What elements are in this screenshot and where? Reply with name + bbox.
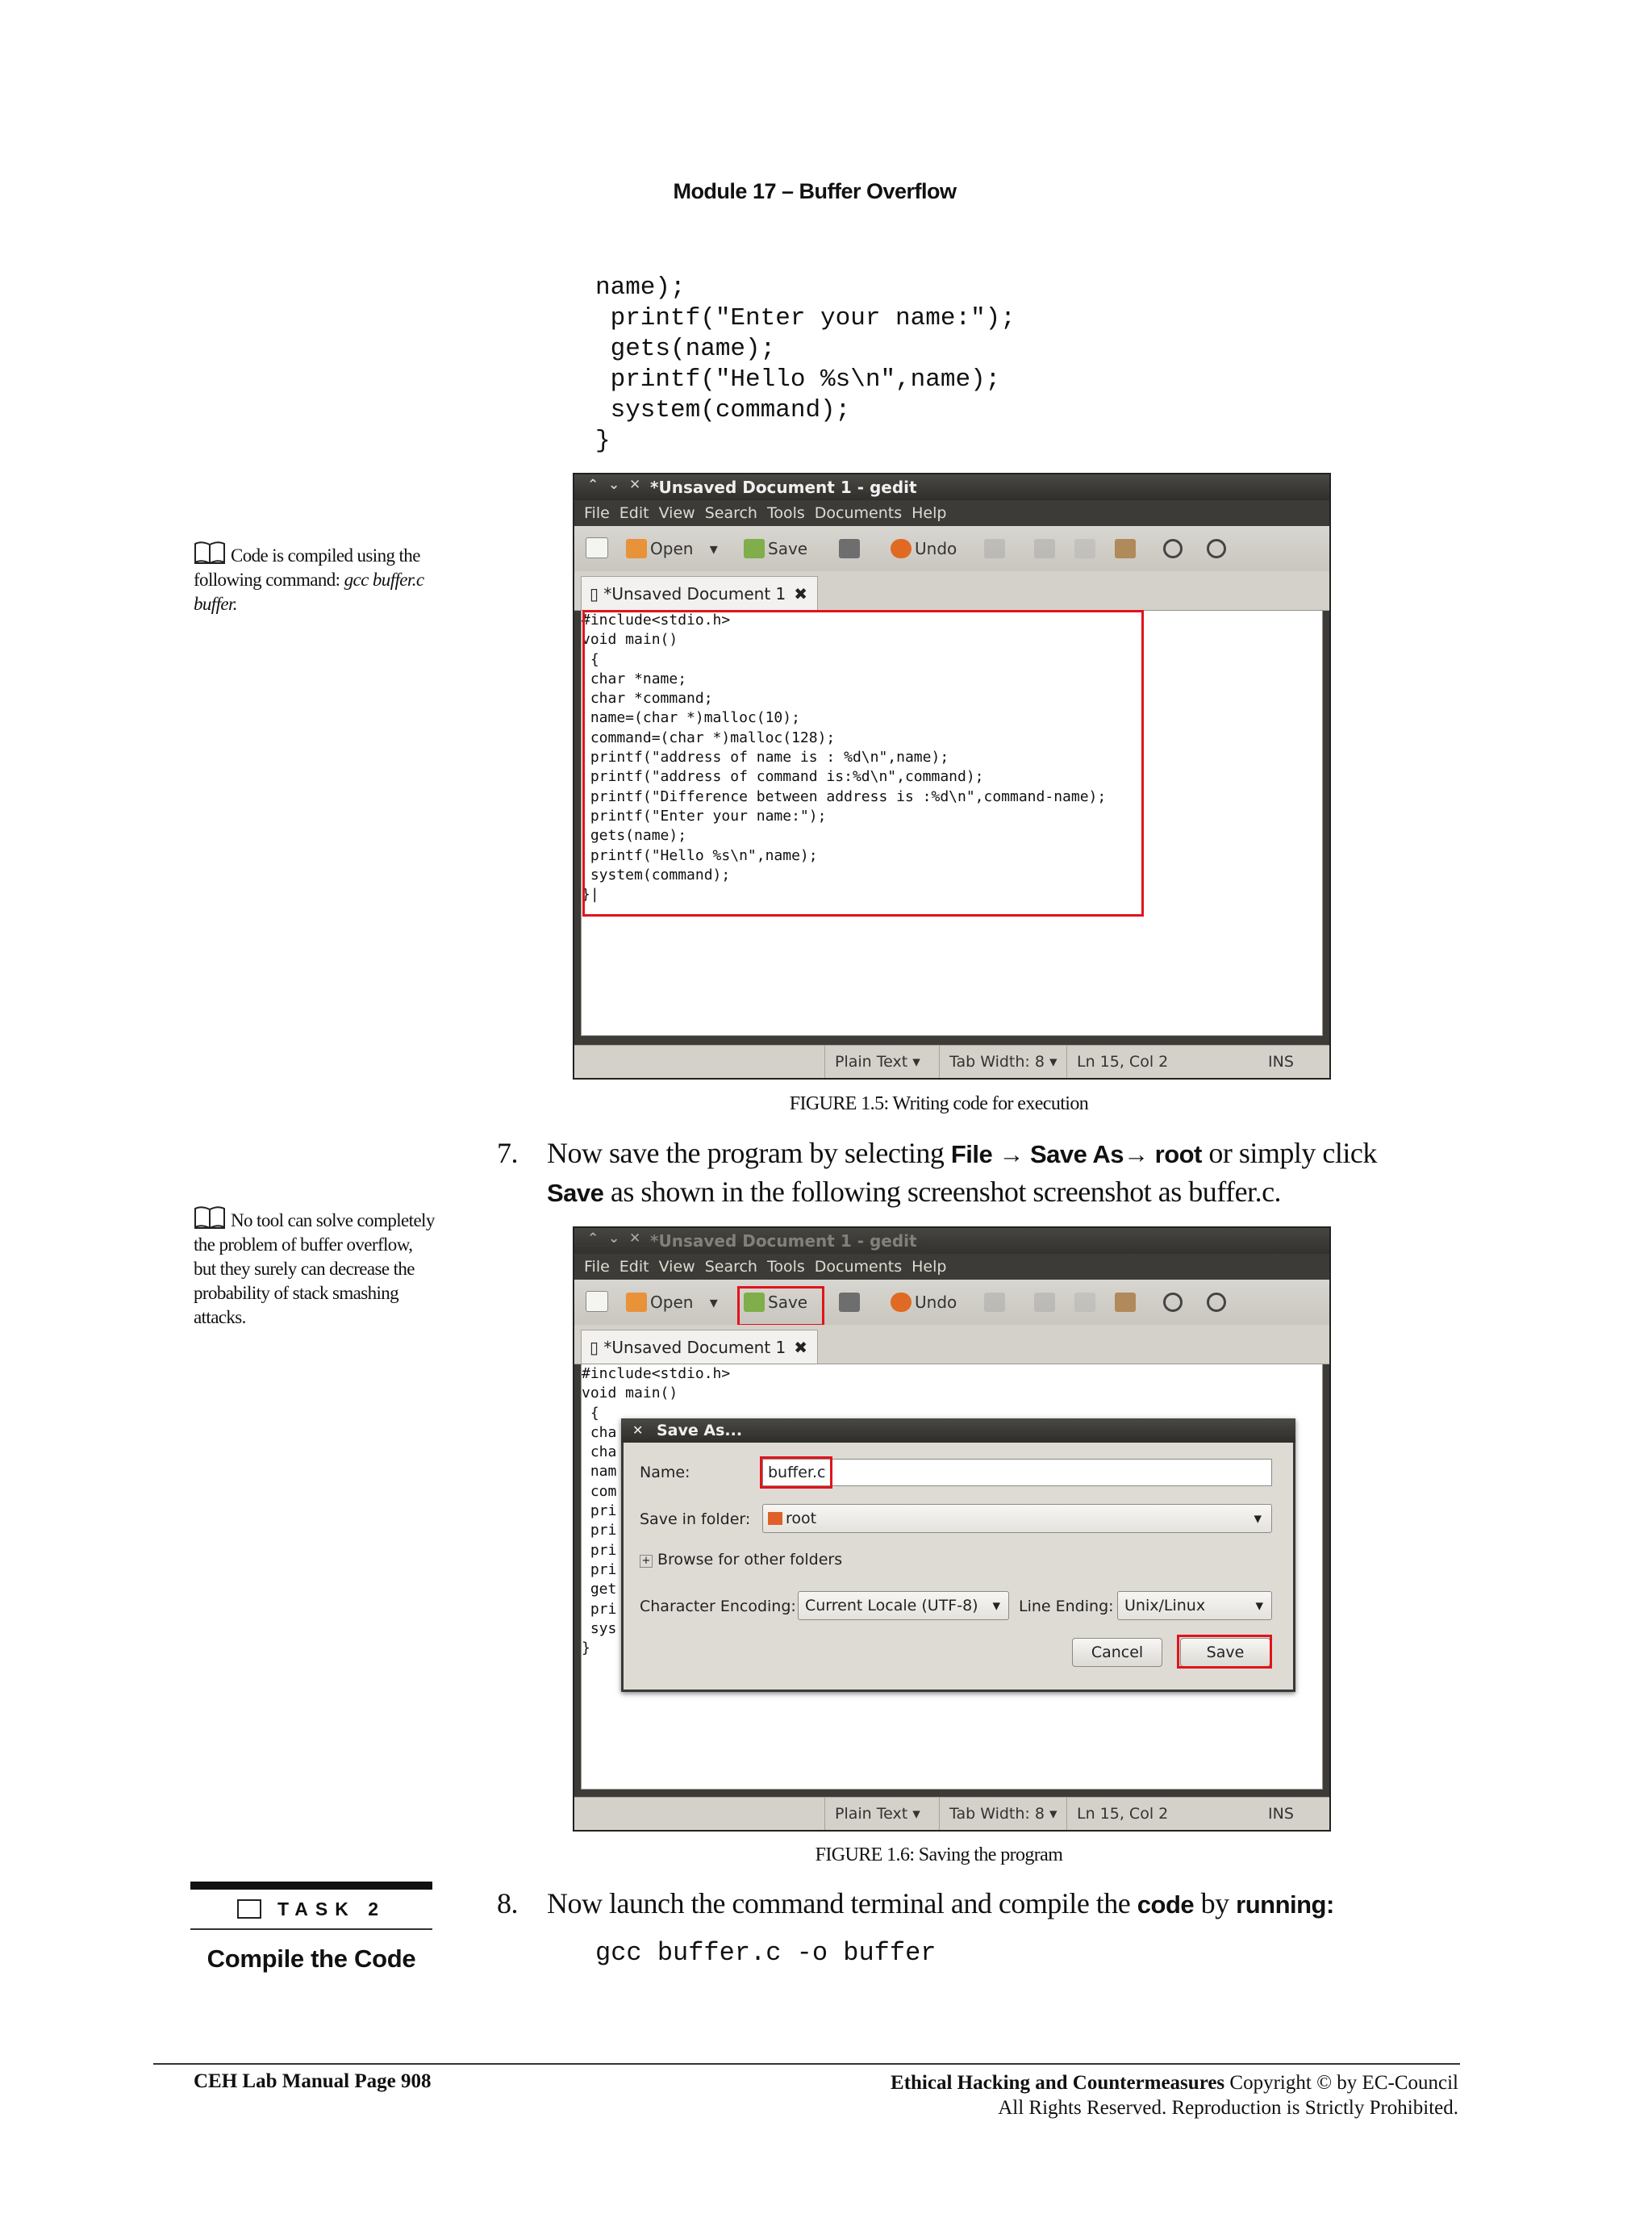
highlight-save-dialog-button — [1177, 1635, 1272, 1669]
search-button[interactable] — [1163, 1289, 1186, 1315]
tab-width-label: Tab Width: 8 — [949, 1053, 1045, 1071]
insert-mode: INS — [1268, 1053, 1294, 1071]
folder-icon — [626, 1293, 647, 1312]
sidenote-compile-command: gcc buffer.c buffer. — [194, 570, 424, 614]
save-icon — [744, 539, 765, 558]
undo-icon — [891, 539, 912, 558]
close-icon[interactable]: ✕ — [629, 1230, 641, 1247]
encoding-select-value: Current Locale (UTF-8) — [805, 1597, 978, 1614]
cursor-position: Ln 15, Col 2 — [1066, 1798, 1178, 1830]
tab-width-label: Tab Width: 8 — [949, 1805, 1045, 1823]
name-field[interactable] — [762, 1459, 1272, 1486]
highlight-save-button — [737, 1286, 824, 1326]
save-button[interactable] — [744, 536, 807, 562]
open-label: Open — [650, 539, 694, 558]
dropdown-arrow-icon[interactable]: ▾ — [709, 539, 718, 558]
copy-icon — [1074, 1293, 1095, 1312]
window-titlebar — [574, 1228, 1329, 1254]
menu-bar — [574, 500, 1329, 526]
sidenote-compile-text: Code is compiled using the following command: — [194, 545, 420, 590]
figure-caption-1 — [0, 1093, 1652, 1115]
save-label: Save — [768, 539, 808, 558]
menu-view[interactable]: View — [658, 504, 695, 522]
replace-button[interactable] — [1207, 536, 1229, 562]
book-icon — [194, 1205, 226, 1230]
search-icon — [1163, 539, 1183, 558]
cut-icon — [1034, 539, 1055, 558]
paste-icon — [1115, 539, 1136, 558]
encoding-select[interactable] — [798, 1591, 1009, 1620]
tab-close-icon[interactable]: ✖ — [794, 584, 808, 604]
cancel-button[interactable]: Cancel — [1072, 1638, 1162, 1667]
cut-button[interactable] — [1034, 536, 1058, 562]
chevron-down-icon: ▾ — [1254, 1510, 1262, 1527]
footer-right-title: Ethical Hacking and Countermeasures — [891, 2072, 1225, 2094]
insert-mode: INS — [1268, 1805, 1294, 1823]
gedit-screenshot-2 — [573, 1226, 1331, 1832]
open-button[interactable] — [626, 536, 718, 562]
tab-unsaved-document[interactable] — [581, 1330, 818, 1364]
replace-button[interactable] — [1207, 1289, 1229, 1315]
chevron-down-icon: ▾ — [992, 1597, 1000, 1614]
language-label: Plain Text — [835, 1053, 908, 1071]
step-7-part: Now save the program by selecting — [547, 1137, 951, 1169]
folder-select-value: root — [786, 1510, 817, 1527]
redo-button[interactable] — [984, 1289, 1008, 1315]
highlight-name-field — [760, 1456, 832, 1489]
search-icon — [1163, 1293, 1183, 1312]
paste-icon — [1115, 1293, 1136, 1312]
save-as-dialog — [621, 1418, 1295, 1692]
step-7-text — [547, 1134, 1475, 1212]
menu-file[interactable]: File — [584, 504, 610, 522]
step-7-file: File — [950, 1140, 993, 1168]
redo-icon — [984, 1293, 1005, 1312]
dialog-titlebar — [621, 1418, 1295, 1443]
folder-icon — [768, 1512, 782, 1525]
document-icon: ▯ — [590, 584, 604, 604]
undo-label: Undo — [915, 1293, 957, 1312]
toolbar — [574, 1280, 1329, 1325]
task-box — [190, 1882, 432, 1974]
window-title: *Unsaved Document 1 - gedit — [650, 1231, 917, 1251]
new-document-icon — [586, 1291, 608, 1312]
menu-edit[interactable]: Edit — [619, 1258, 649, 1276]
code-editor[interactable]: #include<stdio.h> void main() { cha cha nam com pri pri pri pri get pri sys } — [581, 1364, 1323, 1790]
step-8-running: running: — [1236, 1890, 1334, 1919]
toolbar — [574, 526, 1329, 571]
close-icon[interactable]: ✕ — [629, 477, 641, 493]
step-8-text — [547, 1885, 1475, 1924]
menu-tools[interactable]: Tools — [766, 1258, 805, 1276]
status-bar — [574, 1797, 1329, 1830]
step-8-code: code — [1137, 1890, 1195, 1919]
paste-button[interactable] — [1115, 1289, 1139, 1315]
compile-command: gcc buffer.c -o buffer — [595, 1938, 937, 1968]
browse-expander[interactable] — [640, 1551, 842, 1568]
task-label: TASK 2 — [277, 1898, 386, 1919]
cursor-position: Ln 15, Col 2 — [1066, 1046, 1178, 1078]
step-7-save-as: Save As — [1030, 1140, 1124, 1168]
menu-documents[interactable]: Documents — [814, 1258, 903, 1276]
tab-label: *Unsaved Document 1 — [603, 584, 786, 604]
status-bar — [574, 1045, 1329, 1078]
print-button[interactable] — [839, 536, 863, 562]
line-ending-select[interactable] — [1117, 1591, 1272, 1620]
tab-close-icon[interactable]: ✖ — [794, 1338, 808, 1357]
step-7-arrow: → — [992, 1140, 1030, 1168]
figure-caption-2 — [0, 1844, 1652, 1866]
open-button[interactable] — [626, 1289, 718, 1315]
task-title: Compile the Code — [206, 1944, 416, 1973]
figure-caption-1-text: FIGURE 1.5: Writing code for execution — [789, 1093, 1089, 1114]
tab-label: *Unsaved Document 1 — [603, 1338, 786, 1357]
step-7-part: as shown in the following screenshot screenshot as buffer.c. — [603, 1176, 1282, 1208]
new-button[interactable] — [586, 536, 611, 562]
expand-plus-icon: + — [640, 1555, 653, 1568]
module-header — [0, 179, 1652, 204]
dialog-close-icon[interactable]: ✕ — [632, 1422, 644, 1438]
book-icon — [194, 541, 226, 565]
tab-width-selector[interactable]: Tab Width: 8 ▾ — [939, 1798, 1067, 1830]
undo-button[interactable] — [891, 536, 957, 562]
menu-search[interactable]: Search — [704, 1258, 757, 1276]
menu-search[interactable]: Search — [704, 504, 757, 522]
step-8-part: by — [1194, 1887, 1237, 1919]
maximize-icon[interactable]: ⌄ — [608, 477, 620, 493]
language-selector[interactable]: Plain Text ▾ — [824, 1798, 930, 1830]
computer-icon — [237, 1899, 261, 1919]
step-8-part: Now launch the command terminal and compile the — [547, 1887, 1137, 1919]
cut-icon — [1034, 1293, 1055, 1312]
menu-tools[interactable]: Tools — [766, 504, 805, 522]
copy-icon — [1074, 539, 1095, 558]
step-7-arrow: → — [1124, 1140, 1155, 1168]
minimize-icon[interactable]: ⌃ — [587, 1230, 599, 1247]
save-dialog-button[interactable]: Save — [1180, 1638, 1270, 1667]
line-ending-label: Line Ending: — [1019, 1598, 1114, 1615]
step-7-save: Save — [547, 1179, 604, 1207]
line-ending-select-value: Unix/Linux — [1124, 1597, 1206, 1614]
document-icon: ▯ — [590, 1338, 604, 1357]
replace-icon — [1207, 539, 1226, 558]
footer-left: CEH Lab Manual Page 908 — [194, 2070, 432, 2092]
figure-caption-2-text: FIGURE 1.6: Saving the program — [815, 1844, 1063, 1865]
open-label: Open — [650, 1293, 694, 1312]
undo-button[interactable] — [891, 1289, 957, 1315]
folder-label: Save in folder: — [640, 1510, 751, 1528]
footer-right-rights: All Rights Reserved. Reproduction is Strictly Prohibited. — [998, 2097, 1458, 2119]
folder-icon — [626, 539, 647, 558]
undo-label: Undo — [915, 539, 957, 558]
language-label: Plain Text — [835, 1805, 908, 1823]
step-7-part: or simply click — [1201, 1137, 1377, 1169]
replace-icon — [1207, 1293, 1226, 1312]
sidenote-buffer-overflow — [194, 1205, 436, 1330]
tab-width-selector[interactable]: Tab Width: 8 ▾ — [939, 1046, 1067, 1078]
search-button[interactable] — [1163, 536, 1186, 562]
menu-help[interactable]: Help — [912, 1258, 947, 1276]
print-button[interactable] — [839, 1289, 863, 1315]
minimize-icon[interactable]: ⌃ — [587, 477, 599, 493]
copy-button[interactable] — [1074, 1289, 1099, 1315]
sidenote-compile — [194, 541, 436, 616]
language-selector[interactable]: Plain Text ▾ — [824, 1046, 930, 1078]
dialog-title: Save As... — [657, 1422, 743, 1439]
highlight-code-box — [582, 610, 1144, 917]
chevron-down-icon: ▾ — [1255, 1597, 1263, 1614]
menu-documents[interactable]: Documents — [814, 504, 903, 522]
window-titlebar — [574, 474, 1329, 500]
name-label: Name: — [640, 1464, 690, 1481]
step-7-number: 7. — [497, 1137, 518, 1169]
step-7-root: root — [1154, 1140, 1202, 1168]
redo-button[interactable] — [984, 536, 1008, 562]
print-icon — [839, 539, 860, 558]
task-bar — [190, 1882, 432, 1890]
step-8 — [497, 1885, 1465, 1925]
copy-button[interactable] — [1074, 536, 1099, 562]
name-field-value: buffer.c — [768, 1464, 826, 1481]
encoding-label: Character Encoding: — [640, 1598, 796, 1615]
task-label-row — [190, 1890, 432, 1930]
print-icon — [839, 1293, 860, 1312]
sidenote-buffer-text: No tool can solve completely the problem of buffer overflow, but they surely can decrease the probability of stack smashing attacks. — [194, 1210, 435, 1327]
footer-right — [807, 2070, 1458, 2120]
window-title: *Unsaved Document 1 - gedit — [650, 478, 917, 497]
footer-right-copyright: Copyright © by EC-Council — [1224, 2072, 1458, 2094]
tab-unsaved-document[interactable] — [581, 576, 818, 611]
gedit-screenshot-1 — [573, 473, 1331, 1080]
folder-select[interactable] — [762, 1504, 1272, 1533]
menu-view[interactable]: View — [658, 1258, 695, 1276]
menu-help[interactable]: Help — [912, 504, 947, 522]
code-editor[interactable]: #include<stdio.h> void main() { char *name; char *command; name=(char *)malloc(10); command=(char *)malloc(128); printf("address of name is : %d\n",name); printf("address of command is:%d\n",command); printf("Difference between address is :%d\n",command-name); printf("Enter your name:"); gets(name); printf("Hello %s\n",name); system(command); }| — [581, 610, 1323, 1036]
cut-button[interactable] — [1034, 1289, 1058, 1315]
code-continuation: name); printf("Enter your name:"); gets(name); printf("Hello %s\n",name); system(command); } — [595, 274, 1016, 455]
redo-icon — [984, 539, 1005, 558]
save-label: Save — [768, 1293, 808, 1312]
tab-bar — [574, 1325, 1329, 1364]
menu-file[interactable]: File — [584, 1258, 610, 1276]
menu-edit[interactable]: Edit — [619, 504, 649, 522]
footer-divider — [153, 2063, 1460, 2065]
module-header-text: Module 17 – Buffer Overflow — [673, 179, 957, 203]
browse-label: Browse for other folders — [657, 1551, 843, 1568]
new-document-icon — [586, 537, 608, 558]
paste-button[interactable] — [1115, 536, 1139, 562]
step-7 — [497, 1134, 1465, 1215]
new-button[interactable] — [586, 1289, 611, 1315]
maximize-icon[interactable]: ⌄ — [608, 1230, 620, 1247]
step-8-number: 8. — [497, 1887, 518, 1919]
menu-bar — [574, 1254, 1329, 1280]
tab-bar — [574, 571, 1329, 611]
dropdown-arrow-icon[interactable]: ▾ — [709, 1293, 718, 1312]
undo-icon — [891, 1293, 912, 1312]
